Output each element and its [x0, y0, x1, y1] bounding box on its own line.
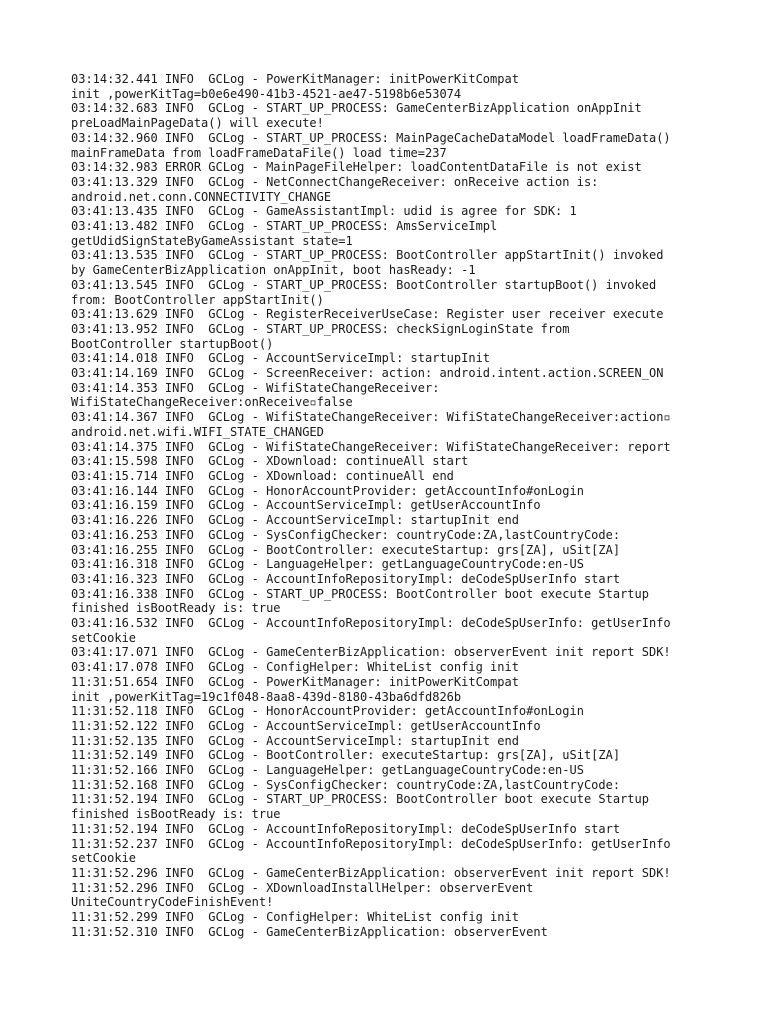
- log-line: WifiStateChangeReceiver:onReceive▫false: [71, 395, 353, 410]
- log-line: UniteCountryCodeFinishEvent!: [71, 895, 274, 910]
- log-line: preLoadMainPageData() will execute!: [71, 116, 324, 131]
- log-line: 03:41:14.169 INFO GCLog - ScreenReceiver: action: android.intent.action.SCREEN_ON: [71, 366, 664, 381]
- log-line: init ,powerKitTag=19c1f048-8aa8-439d-8180-43ba6dfd826b: [71, 689, 462, 704]
- log-line: 03:14:32.960 INFO GCLog - START_UP_PROCESS: MainPageCacheDataModel loadFrameData(): [71, 130, 671, 145]
- log-line: finished isBootReady is: true: [71, 601, 281, 616]
- log-line: 03:14:32.441 INFO GCLog - PowerKitManager: initPowerKitCompat: [71, 72, 519, 86]
- log-line: 03:41:14.018 INFO GCLog - AccountServiceImpl: startupInit: [71, 351, 491, 366]
- log-line: from: BootController appStartInit(): [71, 292, 324, 307]
- log-line: 11:31:52.194 INFO GCLog - AccountInfoRepositoryImpl: deCodeSpUserInfo start: [71, 821, 621, 836]
- log-line: 03:41:13.482 INFO GCLog - START_UP_PROCESS: AmsServiceImpl: [71, 219, 498, 234]
- log-line: 03:41:13.629 INFO GCLog - RegisterReceiverUseCase: Register user receiver execute: [71, 307, 664, 322]
- log-line: 03:41:16.318 INFO GCLog - LanguageHelper: getLanguageCountryCode:en-US: [71, 557, 584, 572]
- log-line: init ,powerKitTag=b0e6e490-41b3-4521-ae47-5198b6e53074: [71, 86, 462, 101]
- log-line: mainFrameData from loadFrameDataFile() load time=237: [71, 145, 447, 160]
- log-line: 03:41:16.338 INFO GCLog - START_UP_PROCESS: BootController boot execute Startup: [71, 586, 649, 601]
- log-line: 11:31:52.299 INFO GCLog - ConfigHelper: WhiteList config init: [71, 910, 519, 925]
- log-line: 03:41:14.375 INFO GCLog - WifiStateChangeReceiver: WifiStateChangeReceiver: report: [71, 439, 671, 454]
- log-line: 03:14:32.683 INFO GCLog - START_UP_PROCESS: GameCenterBizApplication onAppInit: [71, 101, 642, 116]
- log-line: 03:41:14.367 INFO GCLog - WifiStateChangeReceiver: WifiStateChangeReceiver:action▫: [71, 410, 671, 425]
- log-line: BootController startupBoot(): [71, 336, 274, 351]
- log-line: setCookie: [71, 851, 137, 866]
- log-line: by GameCenterBizApplication onAppInit, boot hasReady: -1: [71, 263, 476, 278]
- log-line: android.net.conn.CONNECTIVITY_CHANGE: [71, 189, 332, 204]
- log-line: 11:31:51.654 INFO GCLog - PowerKitManager: initPowerKitCompat: [71, 674, 519, 689]
- log-line: android.net.wifi.WIFI_STATE_CHANGED: [71, 424, 324, 439]
- log-line: 03:41:16.144 INFO GCLog - HonorAccountProvider: getAccountInfo#onLogin: [71, 483, 584, 498]
- log-line: 03:41:16.255 INFO GCLog - BootController: executeStartup: grs[ZA], uSit[ZA]: [71, 542, 621, 557]
- log-line: 03:41:16.253 INFO GCLog - SysConfigChecker: countryCode:ZA,lastCountryCode:: [71, 527, 621, 542]
- log-line: 11:31:52.310 INFO GCLog - GameCenterBizApplication: observerEvent: [71, 924, 548, 939]
- log-line: 03:41:16.532 INFO GCLog - AccountInfoRepositoryImpl: deCodeSpUserInfo: getUserInfo: [71, 616, 671, 631]
- log-line: 03:41:13.545 INFO GCLog - START_UP_PROCESS: BootController startupBoot() invoked: [71, 277, 657, 292]
- log-line: 11:31:52.237 INFO GCLog - AccountInfoRepositoryImpl: deCodeSpUserInfo: getUserInfo: [71, 836, 671, 851]
- log-line: 03:41:16.159 INFO GCLog - AccountServiceImpl: getUserAccountInfo: [71, 498, 541, 513]
- log-line: 03:41:17.078 INFO GCLog - ConfigHelper: WhiteList config init: [71, 660, 519, 675]
- log-document: [71, 72, 731, 939]
- log-line: 11:31:52.149 INFO GCLog - BootController: executeStartup: grs[ZA], uSit[ZA]: [71, 748, 621, 763]
- log-line: 11:31:52.194 INFO GCLog - START_UP_PROCESS: BootController boot execute Startup: [71, 792, 649, 807]
- log-line: 03:41:13.952 INFO GCLog - START_UP_PROCESS: checkSignLoginState from: [71, 321, 570, 336]
- log-line: 11:31:52.296 INFO GCLog - GameCenterBizApplication: observerEvent init report SDK!: [71, 865, 671, 880]
- log-line: 11:31:52.166 INFO GCLog - LanguageHelper: getLanguageCountryCode:en-US: [71, 763, 584, 778]
- log-line: 03:41:13.435 INFO GCLog - GameAssistantImpl: udid is agree for SDK: 1: [71, 204, 577, 219]
- log-line: 03:41:15.714 INFO GCLog - XDownload: continueAll end: [71, 468, 454, 483]
- log-line: 03:41:16.226 INFO GCLog - AccountServiceImpl: startupInit end: [71, 513, 519, 528]
- log-line: 11:31:52.118 INFO GCLog - HonorAccountProvider: getAccountInfo#onLogin: [71, 704, 584, 719]
- log-line: 03:41:14.353 INFO GCLog - WifiStateChangeReceiver:: [71, 380, 440, 395]
- log-line: setCookie: [71, 630, 137, 645]
- log-line: 11:31:52.135 INFO GCLog - AccountServiceImpl: startupInit end: [71, 733, 519, 748]
- log-line: 11:31:52.168 INFO GCLog - SysConfigChecker: countryCode:ZA,lastCountryCode:: [71, 777, 621, 792]
- log-line: 03:41:16.323 INFO GCLog - AccountInfoRepositoryImpl: deCodeSpUserInfo start: [71, 571, 621, 586]
- log-line: 03:41:13.535 INFO GCLog - START_UP_PROCESS: BootController appStartInit() invoked: [71, 248, 664, 263]
- log-line: 03:41:17.071 INFO GCLog - GameCenterBizApplication: observerEvent init report SDK!: [71, 645, 671, 660]
- log-line: 03:14:32.983 ERROR GCLog - MainPageFileHelper: loadContentDataFile is not exist: [71, 160, 642, 175]
- log-line: finished isBootReady is: true: [71, 807, 281, 822]
- log-line: 03:41:13.329 INFO GCLog - NetConnectChangeReceiver: onReceive action is:: [71, 174, 599, 189]
- log-line: 11:31:52.122 INFO GCLog - AccountServiceImpl: getUserAccountInfo: [71, 718, 541, 733]
- log-line: 03:41:15.598 INFO GCLog - XDownload: continueAll start: [71, 454, 469, 469]
- log-line: getUdidSignStateByGameAssistant state=1: [71, 233, 353, 248]
- log-line: 11:31:52.296 INFO GCLog - XDownloadInstallHelper: observerEvent: [71, 880, 534, 895]
